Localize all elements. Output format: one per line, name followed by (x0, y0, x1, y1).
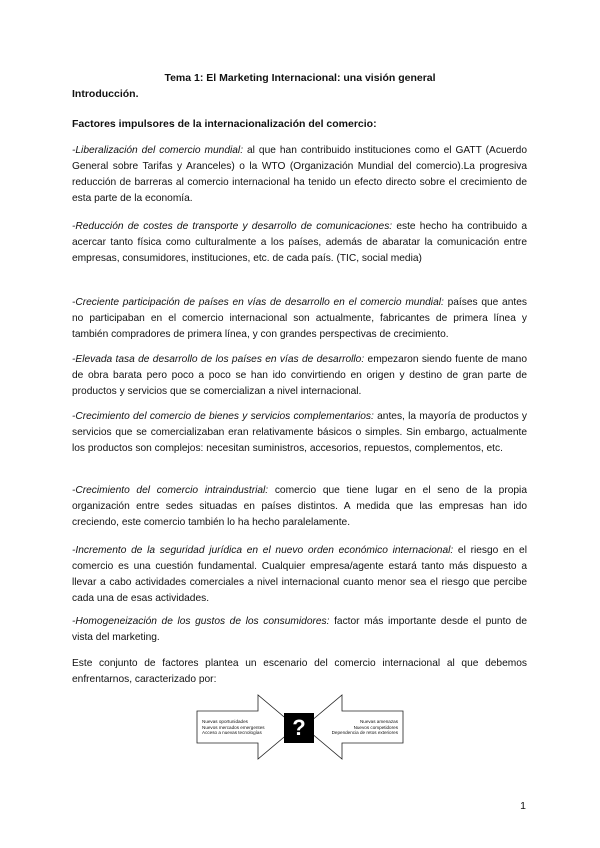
opportunities-list (202, 719, 265, 736)
factor-paragraph (72, 143, 527, 207)
factor-paragraph (72, 614, 527, 646)
factor-paragraph (72, 543, 527, 607)
factor-text: al que han contribuido instituciones como el GATT (Acuerdo General sobre Tarifas y Aranceles) o la WTO (Organización Mundial del comercio).La progresiva reducción de barreras al comercio internacional ha tenido un efecto directo sobre el crecimiento de esta parte de la economía. (72, 145, 527, 204)
scenario-diagram (196, 691, 404, 763)
question-mark-box: ? (284, 713, 314, 743)
intro-heading: Introducción. (72, 88, 139, 100)
document-title: Tema 1: El Marketing Internacional: una visión general (164, 72, 436, 84)
opportunity-item: Nuevos mercados emergentes (202, 724, 265, 730)
factor-text: países que antes no participaban en el comercio internacional son actualmente, fabricantes de primera línea y también compradores de primera línea, y con grandes perspectivas de crecimiento. (72, 297, 527, 340)
factor-text: factor más importante desde el punto de vista del marketing. (72, 616, 527, 643)
factor-paragraph (72, 409, 527, 457)
factor-lead: -Liberalización del comercio mundial: (72, 145, 244, 156)
factor-paragraph (72, 352, 527, 400)
factor-lead: -Homogeneización de los gustos de los consumidores: (72, 616, 330, 627)
factor-lead: -Elevada tasa de desarrollo de los países en vías de desarrollo: (72, 354, 365, 365)
factor-lead: -Incremento de la seguridad jurídica en el nuevo orden económico internacional: (72, 545, 454, 556)
opportunity-item: Nuevas oportunidades (202, 719, 248, 724)
factor-text: antes, la mayoría de productos y servicios que se comercializaban eran relativamente básicos o simples. Sin embargo, actualmente los productos son complejos: necesitan suministros, accesorios, repuestos, complementos, etc. (72, 411, 527, 454)
threat-item: Nuevos competidores (353, 724, 398, 730)
factor-lead: -Reducción de costes de transporte y desarrollo de comunicaciones: (72, 221, 393, 232)
factor-paragraph (72, 295, 527, 343)
factor-text: empezaron siendo fuente de mano de obra barata pero poco a poco se han ido convirtiendo en origen y destino de gran parte de productos y servicios que se comercializan a nivel internacional. (72, 354, 527, 397)
factor-lead: -Creciente participación de países en vías de desarrollo en el comercio mundial: (72, 297, 444, 308)
factor-text: comercio que tiene lugar en el seno de la propia organización entre sedes situadas en países distintos. A medida que las empresas han ido creciendo, este comercio también lo ha hecho paralelamente. (72, 485, 527, 528)
factor-text: el riesgo en el comercio es una cuestión fundamental. Cualquier empresa/agente estará tanto más dispuesto a llevar a cabo actividades comerciales a nivel internacional cuanto menor sea el riesgo que percibe cada una de esas actividades. (72, 545, 527, 604)
factor-paragraph (72, 219, 527, 267)
factor-lead: -Crecimiento del comercio de bienes y servicios complementarios: (72, 411, 374, 422)
opportunity-item: Acceso a nuevas tecnologías (202, 730, 262, 736)
factor-paragraph (72, 483, 527, 531)
threats-list (332, 719, 398, 736)
factor-lead: -Crecimiento del comercio intraindustrial: (72, 485, 269, 496)
section-heading: Factores impulsores de la internacionalización del comercio: (72, 118, 377, 130)
closing-paragraph: Este conjunto de factores plantea un escenario del comercio internacional al que debemos enfrentarnos, caracterizado por: (72, 658, 527, 685)
threat-item: Nuevas amenazas (359, 719, 398, 724)
threat-item: Dependencia de retos exteriores (331, 730, 398, 736)
page-number: 1 (520, 800, 526, 812)
factor-text: este hecho ha contribuido a acercar tanto física como culturalmente a los países, además de abaratar la comunicación entre empresas, consumidores, instituciones, etc. de cada país. (TIC, social media) (72, 221, 527, 264)
